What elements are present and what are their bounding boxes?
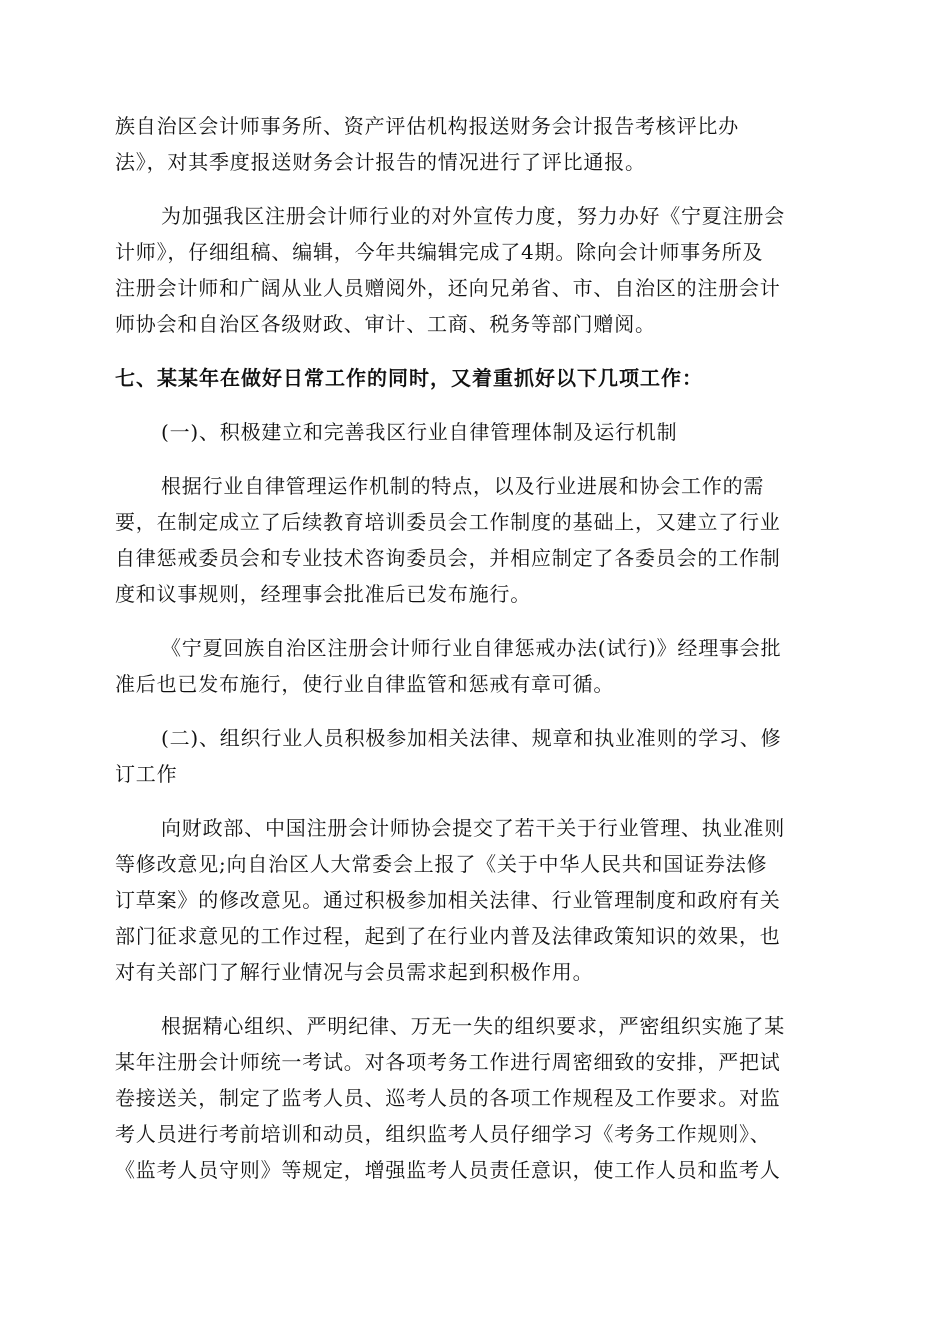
text-line: 族自治区会计师事务所、资产评估机构报送财务会计报告考核评比办 bbox=[115, 114, 739, 138]
text-line: 《宁夏回族自治区注册会计师行业自律惩戒办法(试行)》经理事会批 bbox=[161, 636, 782, 660]
subsection-heading bbox=[115, 414, 835, 450]
text-line: 度和议事规则，经理事会批准后已发布施行。 bbox=[115, 582, 531, 606]
text-line: 《监考人员守则》等规定，增强监考人员责任意识，使工作人员和监考人 bbox=[115, 1158, 781, 1182]
text-line: 考人员进行考前培训和动员，组织监考人员仔细学习《考务工作规则》、 bbox=[115, 1122, 771, 1146]
text-line: 师协会和自治区各级财政、审计、工商、税务等部门赠阅。 bbox=[115, 312, 656, 336]
text-line: 根据精心组织、严明纪律、万无一失的组织要求，严密组织实施了某 bbox=[161, 1014, 785, 1038]
text-line: 根据行业自律管理运作机制的特点，以及行业进展和协会工作的需 bbox=[161, 474, 765, 498]
paragraph bbox=[115, 1008, 835, 1188]
document-body bbox=[115, 108, 835, 1188]
text-line: 准后也已发布施行，使行业自律监管和惩戒有章可循。 bbox=[115, 672, 615, 696]
paragraph bbox=[115, 468, 835, 612]
text-line: 卷接送关，制定了监考人员、巡考人员的各项工作规程及工作要求。对监 bbox=[115, 1086, 781, 1110]
text-line: 为加强我区注册会计师行业的对外宣传力度，努力办好《宁夏注册会 bbox=[161, 204, 785, 228]
text-line: (二)、组织行业人员积极参加相关法律、规章和执业准则的学习、修 bbox=[161, 726, 782, 750]
heading-line: 七、某某年在做好日常工作的同时，又着重抓好以下几项工作： bbox=[115, 366, 703, 390]
text-line: 法》，对其季度报送财务会计报告的情况进行了评比通报。 bbox=[115, 150, 646, 174]
text-line: 部门征求意见的工作过程，起到了在行业内普及法律政策知识的效果，也 bbox=[115, 924, 781, 948]
paragraph bbox=[115, 810, 835, 990]
text-line: 要，在制定成立了后续教育培训委员会工作制度的基础上，又建立了行业 bbox=[115, 510, 781, 534]
text-line: 注册会计师和广阔从业人员赠阅外，还向兄弟省、市、自治区的注册会计 bbox=[115, 276, 781, 300]
subsection-heading bbox=[115, 720, 835, 792]
paragraph bbox=[115, 108, 835, 180]
text-line: (一)、积极建立和完善我区行业自律管理体制及运行机制 bbox=[161, 420, 678, 444]
text-line: 对有关部门了解行业情况与会员需求起到积极作用。 bbox=[115, 960, 594, 984]
text-line: 等修改意见;向自治区人大常委会上报了《关于中华人民共和国证券法修 bbox=[115, 852, 768, 876]
text-line: 向财政部、中国注册会计师协会提交了若干关于行业管理、执业准则 bbox=[161, 816, 785, 840]
text-line: 订草案》的修改意见。通过积极参加相关法律、行业管理制度和政府有关 bbox=[115, 888, 781, 912]
section-heading bbox=[115, 360, 835, 396]
text-line: 某年注册会计师统一考试。对各项考务工作进行周密细致的安排，严把试 bbox=[115, 1050, 781, 1074]
text-line: 订工作 bbox=[115, 762, 178, 786]
paragraph bbox=[115, 630, 835, 702]
text-line: 自律惩戒委员会和专业技术咨询委员会，并相应制定了各委员会的工作制 bbox=[115, 546, 781, 570]
text-line: 计师》，仔细组稿、编辑，今年共编辑完成了4期。除向会计师事务所及 bbox=[115, 240, 764, 264]
paragraph bbox=[115, 198, 835, 342]
